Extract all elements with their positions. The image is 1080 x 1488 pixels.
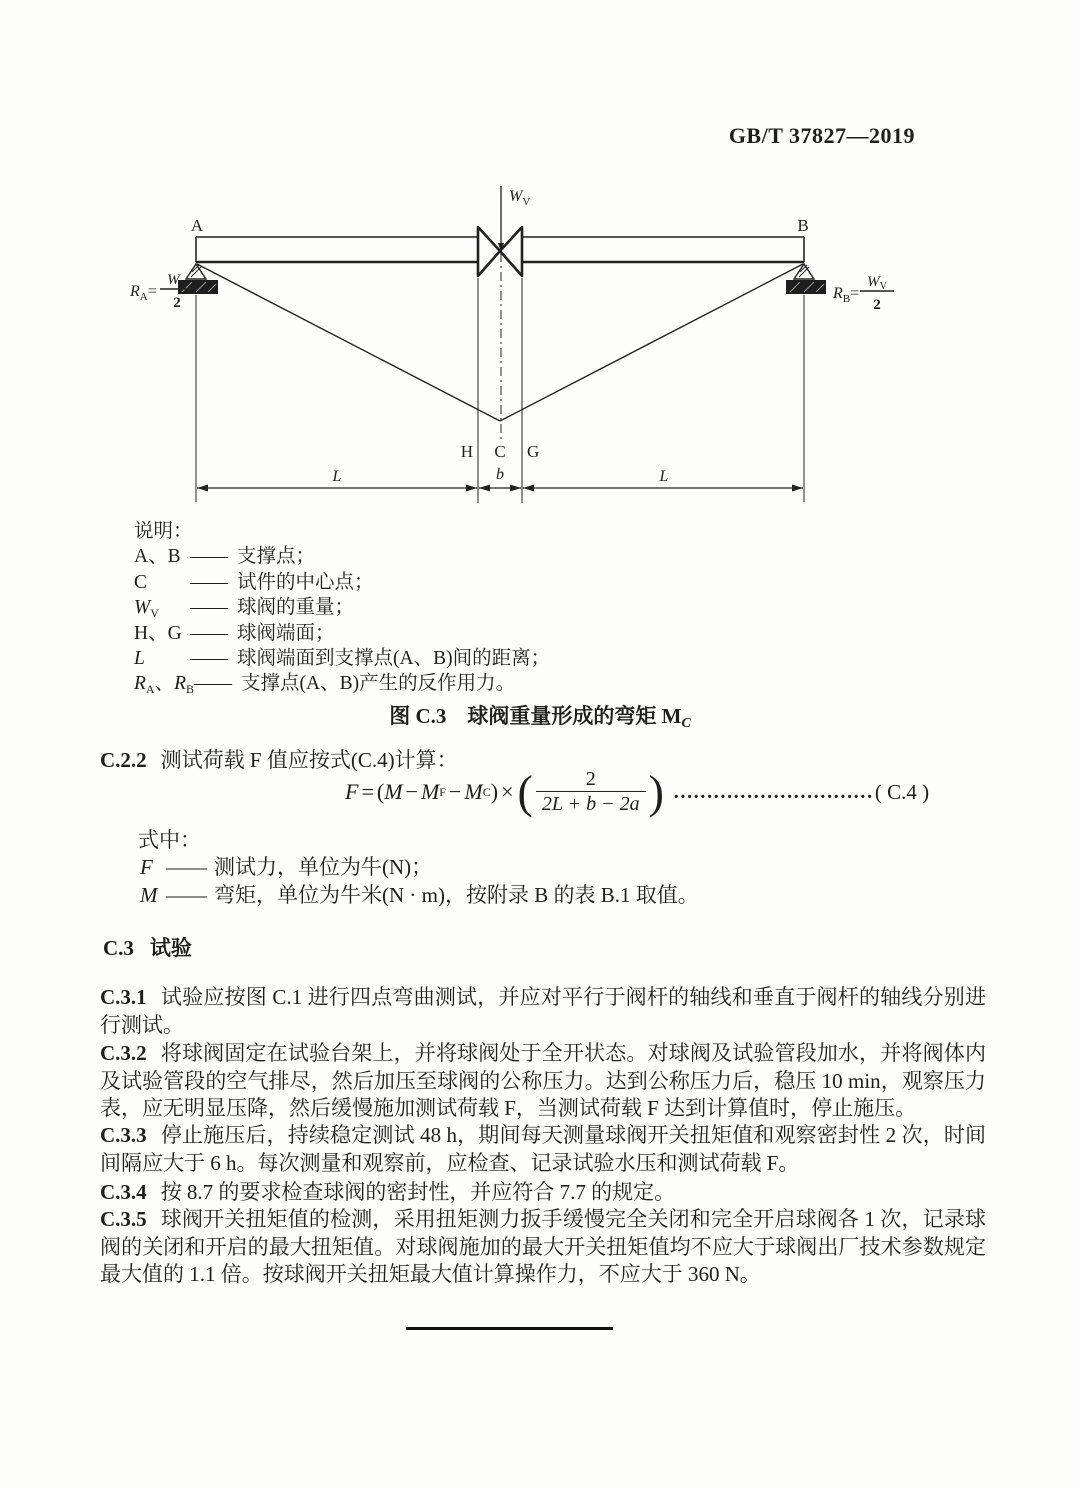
clause-number: C.3.2 bbox=[100, 1041, 147, 1065]
legend-desc: 试件的中心点； bbox=[237, 571, 374, 593]
moment-diagram-lines bbox=[197, 264, 803, 421]
clause-number: C.3.5 bbox=[100, 1207, 147, 1231]
legend-dash: —— bbox=[190, 597, 227, 619]
where-label: 式中： bbox=[138, 828, 201, 852]
label-face-h: H bbox=[460, 442, 473, 461]
label-point-a: A bbox=[190, 216, 204, 235]
legend-term: H、G bbox=[134, 622, 182, 644]
legend-term: $W_V$ bbox=[134, 597, 159, 621]
clause-text: 按 8.7 的要求检查球阀的密封性，并应符合 7.7 的规定。 bbox=[160, 1180, 676, 1204]
legend-term: $R_A$、$R_B$ bbox=[134, 673, 195, 697]
legend-desc: 球阀的重量； bbox=[237, 597, 355, 619]
legend-term: L bbox=[134, 648, 145, 670]
legend-row bbox=[134, 671, 550, 696]
label-center-c: C bbox=[494, 442, 506, 461]
legend-term: C bbox=[134, 571, 148, 593]
legend-desc: 支撑点(A、B)产生的反作用力。 bbox=[241, 673, 516, 695]
clause-text: 试验应按图 C.1 进行四点弯曲测试，并应对平行于阀杆的轴线和垂直于阀杆的轴线分别进行测试。 bbox=[100, 985, 986, 1037]
weight-force-arrow bbox=[498, 186, 530, 252]
weight-label: W bbox=[509, 188, 523, 205]
svg-text:RA=: $R_A=$ bbox=[130, 283, 157, 303]
label-dim-l-right: L bbox=[659, 468, 669, 485]
svg-text:WV: $W_V$ bbox=[867, 274, 887, 292]
dot-leader: ………………………… bbox=[672, 780, 873, 803]
clause-number: C.2.2 bbox=[100, 748, 147, 772]
label-face-g: G bbox=[527, 442, 540, 461]
formula-tag: ( C.4 ) bbox=[874, 779, 930, 804]
legend-row bbox=[134, 595, 550, 620]
clause-number: C.3.3 bbox=[100, 1123, 147, 1147]
legend-row bbox=[134, 621, 550, 646]
svg-text:2: 2 bbox=[873, 297, 881, 313]
legend-term: A、B bbox=[134, 546, 181, 568]
legend-row bbox=[134, 544, 550, 569]
label-point-b: B bbox=[797, 216, 809, 235]
clause-c34 bbox=[100, 1179, 986, 1207]
formula-fraction: $\frac{2}{2L + b - 2a}$ bbox=[536, 768, 646, 816]
clause-text: 将球阀固定在试验台架上，并将球阀处于全开状态。对球阀及试验管段加水，并将阀体内及试验管段的空气排尽，然后加压至球阀的公称压力。达到公称压力后，稳压 10 min，观察压力表，应无明显压降，然后缓慢施加测试荷载 F，当测试荷载 F 达到计算值时，停止施压。 bbox=[100, 1041, 986, 1120]
legend-desc: 球阀端面； bbox=[237, 622, 335, 644]
clause-number: C.3.1 bbox=[100, 985, 147, 1009]
svg-text:WV: $W_V$ bbox=[167, 272, 187, 290]
valve-symbol bbox=[478, 227, 522, 276]
reaction-b-label bbox=[832, 274, 894, 313]
figure-c3-diagram bbox=[60, 170, 1020, 515]
standard-number: GB/T 37827—2019 bbox=[728, 123, 915, 148]
svg-text:RB=: $R_B=$ bbox=[833, 285, 860, 305]
big-paren-open: ( bbox=[517, 765, 533, 818]
where-item-f: F —— 测试力，单位为牛(N)； bbox=[140, 855, 433, 879]
legend-desc: 球阀端面到支撑点(A、B)间的距离； bbox=[237, 648, 551, 670]
section-c3-heading: C.3 试验 bbox=[103, 936, 192, 960]
clause-c35 bbox=[100, 1206, 986, 1289]
legend-desc: 支撑点； bbox=[237, 546, 316, 568]
clause-text: 球阀开关扭矩值的检测，采用扭矩测力扳手缓慢完全关闭和完全开启球阀各 1 次，记录球阀的关闭和开启的最大扭矩值。对球阀施加的最大开关扭矩值均不应大于球阀出厂技术参数规定最大值的 1.1 倍。按球阀开关扭矩最大值计算操作力，不应大于 360 N。 bbox=[100, 1207, 986, 1286]
svg-text:WV: $W_V$ bbox=[509, 188, 531, 208]
legend-dash: —— bbox=[194, 673, 232, 695]
support-b bbox=[786, 264, 826, 294]
legend-dash: —— bbox=[190, 622, 227, 644]
figure-caption: 图 C.3 球阀重量形成的弯矩 $M_C$ bbox=[389, 704, 691, 731]
legend-dash: —— bbox=[190, 648, 227, 670]
legend-title: 说明： bbox=[134, 521, 193, 542]
legend-row bbox=[134, 646, 550, 671]
clause-c32 bbox=[100, 1040, 986, 1123]
formula-lhs: F bbox=[345, 779, 359, 804]
label-dim-b: b bbox=[496, 466, 504, 483]
where-item-m: M —— 弯矩，单位为牛米(N · m)，按附录 B 的表 B.1 取值。 bbox=[140, 883, 699, 907]
legend-row bbox=[134, 570, 550, 595]
svg-text:2: 2 bbox=[173, 295, 181, 311]
clause-c31 bbox=[100, 984, 986, 1039]
legend-dash: —— bbox=[190, 571, 227, 593]
clause-text: 停止施压后，持续稳定测试 48 h，期间每天测量球阀开关扭矩值和观察密封性 2 次，时间间隔应大于 6 h。每次测量和观察前，应检查、记录试验水压和测试荷载 F。 bbox=[100, 1123, 986, 1175]
legend-dash: —— bbox=[190, 546, 227, 568]
end-of-document-rule bbox=[406, 1327, 613, 1330]
clause-c33 bbox=[100, 1122, 986, 1177]
label-dim-l-left: L bbox=[332, 468, 342, 485]
formula-c4: F = ( M − M F − M C ) × ( $\frac{2}{2L + b - 2a}$ ) ………………………… ( C.4 ) bbox=[345, 765, 930, 818]
figure-legend bbox=[134, 519, 550, 697]
clause-text: 测试荷载 F 值应按式(C.4)计算： bbox=[160, 748, 458, 772]
big-paren-close: ) bbox=[648, 765, 664, 818]
clause-number: C.3.4 bbox=[100, 1180, 147, 1204]
